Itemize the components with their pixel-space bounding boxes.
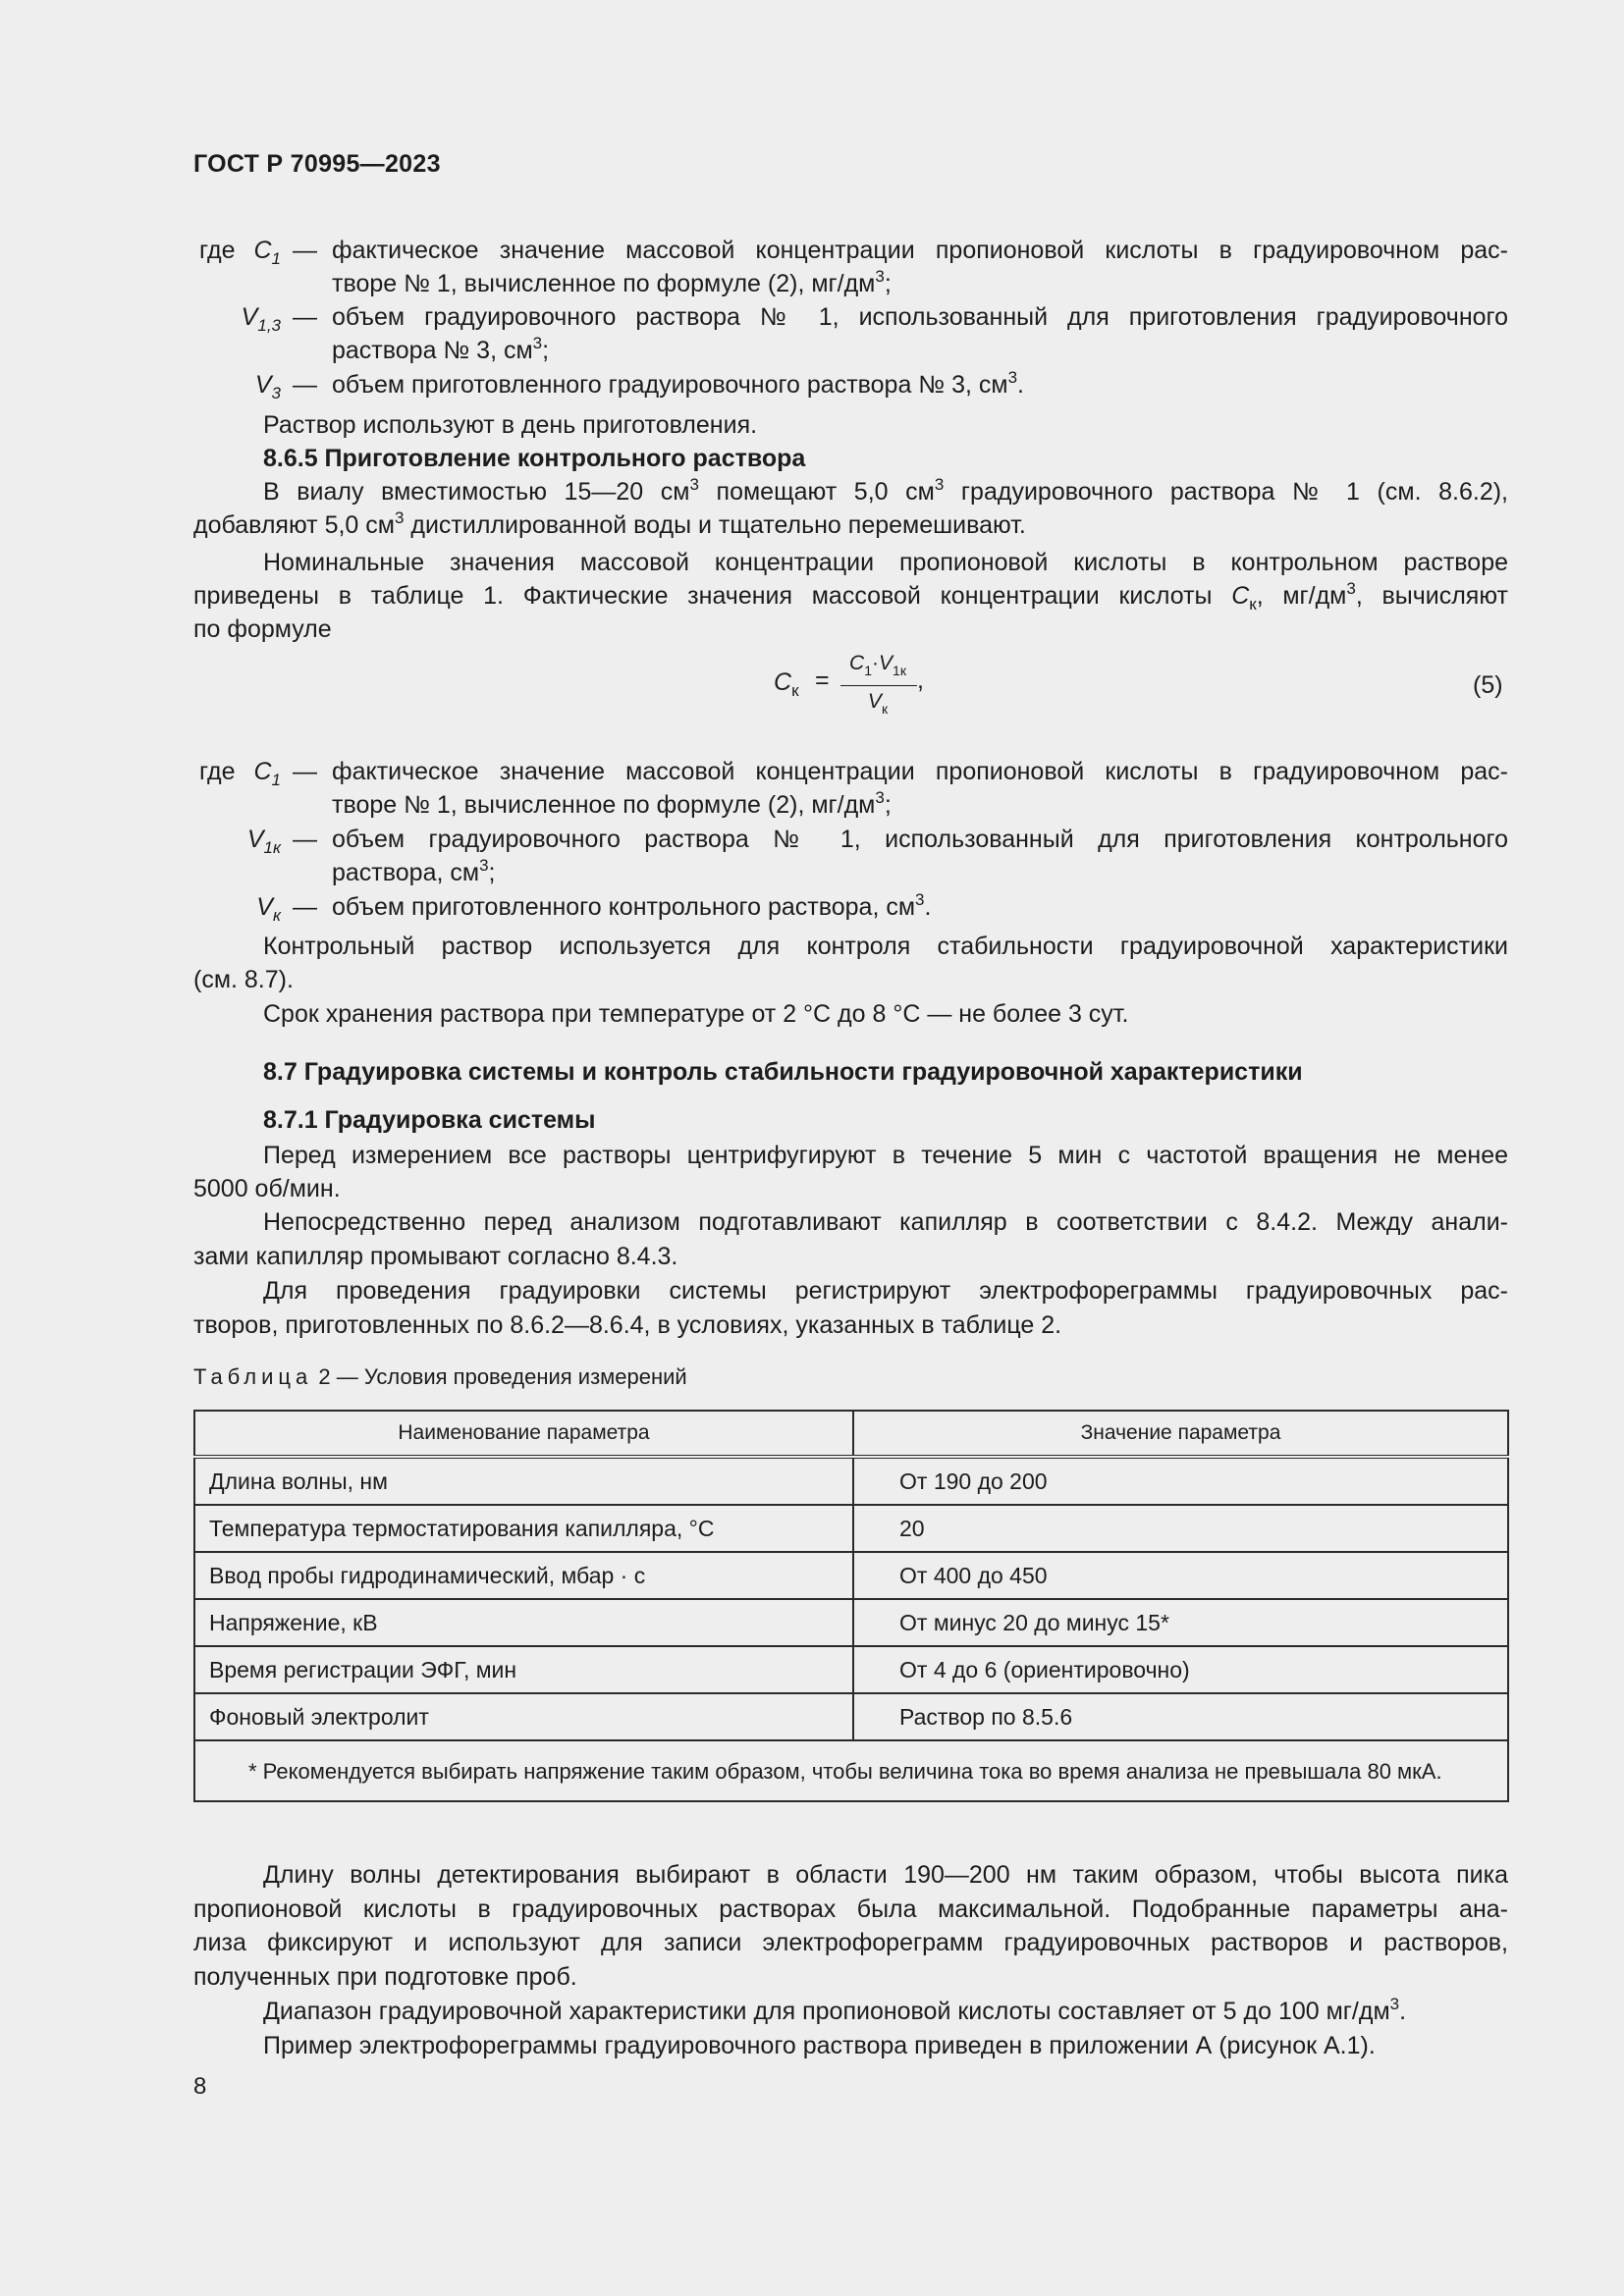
definition-v3: объем приготовленного градуировочного раствора № 3, $см^3$. [332, 368, 1024, 399]
formula-numerator: $C_1\cdot V_{1к}$ [849, 652, 906, 678]
dash: — [293, 237, 317, 264]
paragraph: зами капилляр промывают согласно 8.4.3. [193, 1243, 678, 1270]
parameter-value: 20 [853, 1505, 1508, 1552]
section-heading-8-7-1: 8.7.1 Градуировка системы [263, 1106, 596, 1134]
paragraph: полученных при подготовке проб. [193, 1963, 577, 1991]
paragraph: творов, приготовленных по 8.6.2—8.6.4, в условиях, указанных в таблице 2. [193, 1311, 1062, 1339]
definition-c1: фактическое значение массовой концентрации пропионовой кислоты в градуировочном рас- творе № 1, вычисленное по формуле (2), $мг/дм^3$; [332, 237, 1508, 297]
fraction-line [840, 685, 917, 686]
section-heading-8-6-5: 8.6.5 Приготовление контрольного раствора [263, 445, 806, 472]
paragraph: Раствор используют в день приготовления. [263, 411, 758, 439]
section-heading-8-7: 8.7 Градуировка системы и контроль стабильности градуировочной характеристики [263, 1058, 1303, 1086]
symbol-v3: $V_3$ [254, 371, 281, 402]
parameter-value: Раствор по 8.5.6 [853, 1693, 1508, 1740]
table-row [194, 1552, 1508, 1599]
definition-vk: объем приготовленного контрольного раствора, $см^3$. [332, 890, 932, 921]
symbol-v13: $V_{1,3}$ [241, 303, 281, 335]
parameter-value: От 190 до 200 [853, 1457, 1508, 1505]
table-footnote-row [194, 1740, 1508, 1801]
table-row [194, 1646, 1508, 1693]
symbol-v1k: $V_{1к}$ [246, 826, 281, 857]
table-caption: Таблица 2 — Условия проведения измерений [193, 1364, 687, 1389]
parameter-value: От 4 до 6 (ориентировочно) [853, 1646, 1508, 1693]
dash: — [293, 303, 317, 331]
definition-v1k: объем градуировочного раствора № 1, использованный для приготовления контрольного раствора, $см^3$; [332, 826, 1508, 886]
definition-v13: объем градуировочного раствора № 1, использованный для приготовления градуировочного раствора № 3, $см^3$; [332, 303, 1508, 364]
paragraph: 5000 об/мин. [193, 1175, 341, 1202]
paragraph: Непосредственно перед анализом подготавливают капилляр в соответствии с 8.4.2. Между анали- [263, 1208, 1508, 1236]
paragraph: Длину волны детектирования выбирают в области 190—200 нм таким образом, чтобы высота пика [263, 1861, 1508, 1889]
where-label: где [199, 758, 236, 785]
dash: — [293, 758, 317, 785]
paragraph: Для проведения градуировки системы регистрируют электрофореграммы градуировочных рас- [263, 1277, 1508, 1305]
symbol-c1: $C_1$ [253, 237, 281, 268]
paragraph: Перед измерением все растворы центрифугируют в течение 5 мин с частотой вращения не менее [263, 1142, 1508, 1169]
parameter-name: Ввод пробы гидродинамический, мбар · с [194, 1552, 853, 1599]
where-label: где [199, 237, 236, 264]
document-header: ГОСТ Р 70995—2023 [193, 150, 441, 178]
dash: — [293, 371, 317, 399]
formula-denominator: $V_к$ [867, 690, 889, 717]
parameter-name: Время регистрации ЭФГ, мин [194, 1646, 853, 1693]
formula-equals: = [815, 667, 830, 694]
table-header-row [194, 1411, 1508, 1457]
parameters-table [193, 1410, 1509, 1802]
parameter-name: Напряжение, кВ [194, 1599, 853, 1646]
parameter-value: От минус 20 до минус 15* [853, 1599, 1508, 1646]
definition-c1: фактическое значение массовой концентрации пропионовой кислоты в градуировочном рас- творе № 1, вычисленное по формуле (2), $мг/дм^3$; [332, 758, 1508, 819]
paragraph: В виалу вместимостью 15—20 $см^3$ помещают 5,0 $см^3$ градуировочного раствора № 1 (см. 8.6.2), [263, 475, 1508, 506]
paragraph: пропионовой кислоты в градуировочных растворах была максимальной. Подобранные параметры ана- [193, 1896, 1508, 1923]
table-row [194, 1693, 1508, 1740]
paragraph: лиза фиксируют и используют для записи электрофореграмм градуировочных растворов и растворов, [193, 1929, 1508, 1956]
table-header-cell: Значение параметра [853, 1411, 1508, 1457]
dash: — [293, 826, 317, 853]
parameter-value: От 400 до 450 [853, 1552, 1508, 1599]
paragraph: приведены в таблице 1. Фактические значения массовой концентрации кислоты $C_к$, $мг/дм^3$, вычисляют [193, 579, 1508, 614]
table-header-cell: Наименование параметра [194, 1411, 853, 1457]
paragraph: Срок хранения раствора при температуре от 2 °C до 8 °C — не более 3 сут. [263, 1000, 1129, 1028]
paragraph: Диапазон градуировочной характеристики для пропионовой кислоты составляет от 5 до 100 $мг/дм^3$. [263, 1995, 1407, 2025]
table-footnote: * Рекомендуется выбирать напряжение таким образом, чтобы величина тока во время анализа не превышала 80 мкА. [194, 1740, 1508, 1801]
formula-lhs: $C_к$ [774, 668, 799, 700]
paragraph: добавляют 5,0 $см^3$ дистиллированной воды и тщательно перемешивают. [193, 508, 1026, 539]
parameter-name: Температура термостатирования капилляра, °C [194, 1505, 853, 1552]
paragraph: по формуле [193, 615, 332, 643]
paragraph: Пример электрофореграммы градуировочного раствора приведен в приложении А (рисунок А.1). [263, 2032, 1376, 2059]
parameter-name: Длина волны, нм [194, 1457, 853, 1505]
symbol-c1: $C_1$ [253, 758, 281, 789]
parameter-name: Фоновый электролит [194, 1693, 853, 1740]
formula-comma: , [917, 667, 924, 694]
paragraph: Номинальные значения массовой концентрации пропионовой кислоты в контрольном растворе [263, 549, 1508, 576]
paragraph: Контрольный раствор используется для контроля стабильности градуировочной характеристики [263, 933, 1508, 960]
table-row [194, 1457, 1508, 1505]
paragraph: (см. 8.7). [193, 966, 294, 993]
formula-number: (5) [1473, 671, 1503, 699]
dash: — [293, 893, 317, 921]
page-number: 8 [193, 2073, 207, 2100]
table-row [194, 1505, 1508, 1552]
table-row [194, 1599, 1508, 1646]
symbol-vk: $V_к$ [256, 893, 281, 925]
